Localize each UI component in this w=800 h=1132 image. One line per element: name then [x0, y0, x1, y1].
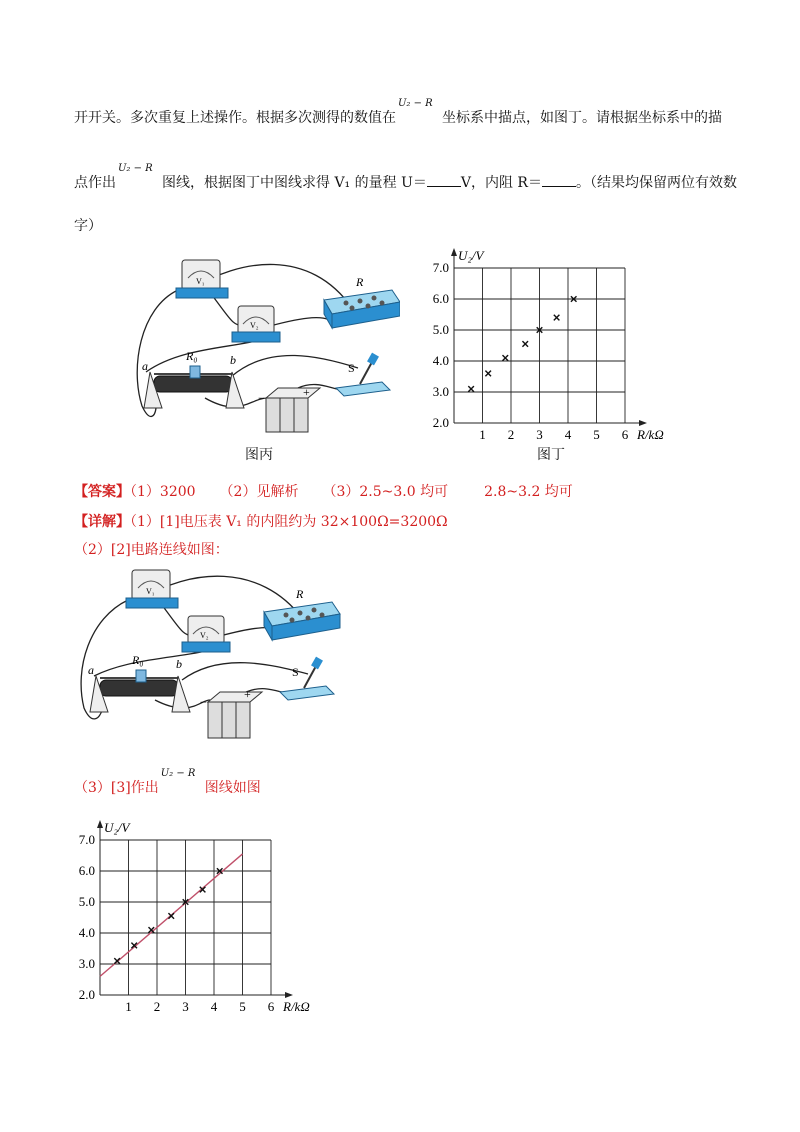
x-tick-label: 3 [182, 999, 189, 1014]
formula-u2-r: U₂ − R [118, 163, 153, 174]
figure-caption: 图丙 [245, 447, 273, 463]
question-text: 开开关。多次重复上述操作。根据多次测得的数值在 [74, 110, 396, 126]
svg-text:V₂: V₂ [200, 631, 209, 640]
detail-text: （1）[1]电压表 V₁ 的内阻约为 32×100Ω=3200Ω [130, 514, 448, 530]
formula-u2-r: U₂ − R [398, 98, 433, 109]
data-point [522, 341, 528, 347]
y-tick-label: 3.0 [432, 384, 449, 399]
x-tick-label: 6 [267, 999, 275, 1014]
x-tick-label: 5 [239, 999, 246, 1014]
question-line-1 [74, 98, 722, 128]
question-text: V，内阻 R＝ [460, 175, 542, 191]
svg-text:R: R [356, 275, 364, 289]
svg-text:R: R [296, 587, 304, 601]
x-axis-arrow [639, 420, 647, 426]
x-tick-label: 2 [507, 427, 515, 442]
detail-line-3 [74, 768, 261, 798]
question-line-2 [74, 163, 737, 193]
x-tick-label: 4 [564, 427, 572, 442]
resistance-box [324, 275, 400, 328]
voltmeter-v1 [126, 570, 178, 608]
answer-blank [427, 172, 461, 187]
y-tick-label: 5.0 [78, 894, 95, 909]
svg-text:−: − [258, 391, 265, 405]
y-tick-label: 4.0 [432, 353, 449, 368]
answer-part: （1）3200 [130, 484, 196, 500]
answer-part: （2）见解析 [219, 484, 299, 500]
svg-text:R₀: R₀ [186, 349, 198, 363]
y-tick-label: 2.0 [78, 987, 95, 1002]
y-tick-label: 6.0 [432, 291, 449, 306]
x-tick-label: 1 [125, 999, 132, 1014]
detail-text: 图线如图 [204, 780, 261, 796]
u2-r-chart-2 [66, 812, 326, 1017]
y-axis-label: U₂/V [104, 820, 130, 835]
y-axis-arrow [97, 820, 103, 828]
y-tick-label: 3.0 [78, 956, 95, 971]
question-text: 点作出 [74, 175, 116, 191]
switch-s [336, 353, 390, 396]
rheostat-r0 [142, 349, 244, 408]
data-point [485, 371, 491, 377]
answer-label: 【答案】 [74, 484, 130, 500]
question-line-3: 字） [74, 218, 102, 234]
y-axis-label: U₂/V [458, 248, 484, 263]
battery [200, 687, 262, 738]
svg-text:V₂: V₂ [250, 321, 259, 330]
detail-text: （3）[3]作出 [74, 780, 159, 796]
x-tick-label: 3 [536, 427, 543, 442]
x-tick-label: 2 [153, 999, 161, 1014]
y-tick-label: 7.0 [432, 260, 449, 275]
resistance-box [264, 587, 340, 640]
detail-line-1 [74, 512, 448, 532]
question-text: 。（结果均保留两位有效数 [575, 175, 737, 191]
svg-text:b: b [176, 657, 182, 671]
x-tick-label: 6 [621, 427, 629, 442]
y-tick-label: 7.0 [78, 832, 95, 847]
svg-text:−: − [200, 695, 207, 709]
switch-s [280, 657, 334, 700]
u2-r-chart-1 [420, 240, 680, 445]
svg-text:S: S [348, 361, 355, 375]
figure-caption: 图丁 [537, 447, 565, 463]
y-tick-label: 2.0 [432, 415, 449, 430]
answer-blank [542, 172, 576, 187]
answer-line [74, 482, 573, 502]
formula-u2-r: U₂ − R [160, 768, 196, 779]
svg-text:V₁: V₁ [196, 277, 205, 286]
y-tick-label: 4.0 [78, 925, 95, 940]
question-text: 坐标系中描点，如图丁。请根据坐标系中的描 [442, 110, 722, 126]
circuit-diagram-1 [120, 248, 400, 448]
svg-text:S: S [292, 665, 299, 679]
y-tick-label: 6.0 [78, 863, 95, 878]
svg-text:b: b [230, 353, 236, 367]
svg-text:V₁: V₁ [146, 587, 155, 596]
answer-part: 2.8~3.2 均可 [484, 484, 573, 500]
question-text: 图线，根据图丁中图线求得 V₁ 的量程 U＝ [162, 175, 427, 191]
svg-text:R₀: R₀ [132, 653, 144, 667]
x-tick-label: 4 [210, 999, 218, 1014]
detail-label: 【详解】 [74, 514, 130, 530]
answer-part: （3）2.5~3.0 均可 [322, 484, 449, 500]
detail-line-2: （2）[2]电路连线如图： [74, 542, 229, 558]
data-point [554, 315, 560, 321]
data-point [503, 355, 509, 361]
circuit-diagram-2 [70, 568, 350, 748]
x-axis-label: R/kΩ [283, 999, 310, 1014]
data-point [468, 386, 474, 392]
battery [258, 385, 320, 432]
y-tick-label: 5.0 [432, 322, 449, 337]
svg-text:+: + [244, 687, 251, 701]
voltmeter-v2 [232, 306, 280, 342]
x-axis-arrow [285, 992, 293, 998]
svg-text:a: a [142, 359, 148, 373]
y-axis-arrow [451, 248, 457, 256]
svg-text:a: a [88, 663, 94, 677]
svg-text:+: + [303, 385, 310, 399]
voltmeter-v2 [182, 616, 230, 652]
x-tick-label: 5 [593, 427, 600, 442]
rheostat-r0 [88, 653, 190, 712]
x-axis-label: R/kΩ [637, 427, 664, 442]
x-tick-label: 1 [479, 427, 486, 442]
voltmeter-v1 [176, 260, 228, 298]
